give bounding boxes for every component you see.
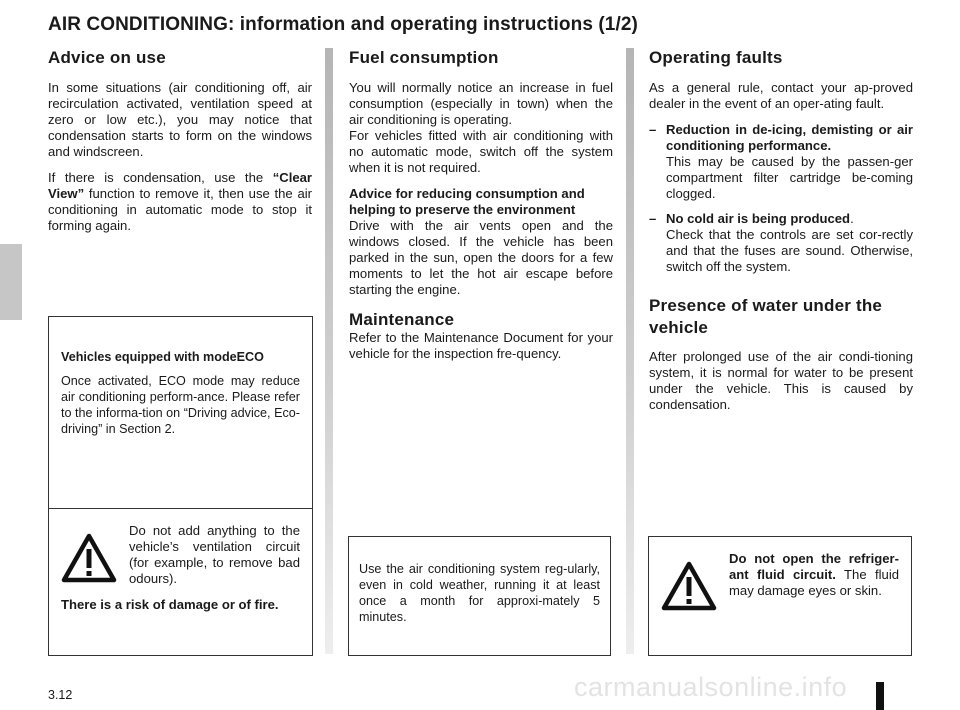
- eco-mode-box: [48, 316, 313, 509]
- clear-view-label: “Clear View”: [48, 170, 312, 201]
- refrigerant-warning-bold: Do not open the refriger-ant fluid circuit.: [729, 551, 899, 582]
- water-heading: Presence of water under the vehicle: [649, 296, 883, 337]
- column-fuel-consumption: [349, 48, 613, 372]
- advice-paragraph-2-end: function to remove it, then use the air conditioning in automatic mode to stop it forming again.: [48, 186, 312, 233]
- regular-use-box: [348, 536, 611, 656]
- refrigerant-warning-box: [648, 536, 912, 656]
- column-divider-2: [626, 48, 634, 654]
- advice-paragraph-1: In some situations (air conditioning off, air recirculation activated, ventilation speed at zero or low etc.), you may notice that condensation starts to form on the windows and windscreen.: [48, 80, 312, 159]
- advice-paragraph-2: [48, 170, 312, 234]
- column-divider-1: [325, 48, 333, 654]
- fuel-heading: Fuel consumption: [349, 48, 499, 67]
- fault-1-title: Reduction in de-icing, demisting or air conditioning performance.: [666, 122, 913, 153]
- warning-triangle-icon: [61, 533, 117, 583]
- column-advice-on-use: [48, 48, 312, 244]
- regular-use-text: Use the air conditioning system reg-ularly, even in cold weather, running it at least once a month for approxi-mately 5 minutes.: [359, 562, 600, 624]
- fuel-paragraph-2: For vehicles fitted with air conditioning with no automatic mode, switch off the system when it is not required.: [349, 128, 613, 175]
- section-side-tab: [0, 244, 22, 320]
- fault-2-title: No cold air is being produced: [666, 211, 851, 226]
- ventilation-warning-risk: There is a risk of damage or of fire.: [61, 597, 279, 612]
- fault-2-period: .: [850, 211, 854, 226]
- warning-triangle-icon: [661, 561, 717, 611]
- fault-1-text: This may be caused by the passen-ger compartment filter cartridge be-coming clogged.: [666, 154, 913, 201]
- fault-item-reduced-performance: [649, 122, 913, 202]
- maintenance-heading: Maintenance: [349, 310, 455, 329]
- fuel-paragraph-1: You will normally notice an increase in fuel consumption (especially in town) when the air conditioning is operating.: [349, 80, 613, 127]
- fault-2-dash: –: [649, 211, 657, 226]
- refrigerant-warning-text: [729, 551, 899, 599]
- ventilation-warning-text: Do not add anything to the vehicle’s ventilation circuit (for example, to remove bad odours).: [129, 523, 300, 586]
- ventilation-warning-row: [61, 523, 300, 587]
- advice-paragraph-2-start: If there is condensation, use the: [48, 170, 273, 185]
- consumption-advice-text: Drive with the air vents open and the windows closed. If the vehicle has been parked in the sun, open the doors for a few moments to let the hot air escape before starting the engine.: [349, 218, 613, 297]
- water-text: After prolonged use of the air condi-tioning system, it is normal for water to be present under the vehicle. This is caused by condensation.: [649, 349, 913, 412]
- column-operating-faults: [649, 48, 913, 423]
- refrigerant-warning-row: [661, 551, 899, 611]
- page-number: 3.12: [48, 688, 73, 702]
- fault-item-no-cold-air: [649, 211, 913, 275]
- eco-box-title: Vehicles equipped with modeECO: [61, 350, 264, 364]
- consumption-advice-heading: Advice for reducing consumption and helping to preserve the environment: [349, 186, 585, 217]
- eco-box-text: Once activated, ECO mode may reduce air conditioning perform-ance. Please refer to the informa-tion on “Driving advice, Eco-driving” in Section 2.: [61, 374, 300, 436]
- watermark: carmanualsonline.info: [574, 672, 848, 702]
- maintenance-text: Refer to the Maintenance Document for your vehicle for the inspection fre-quency.: [349, 330, 613, 361]
- advice-heading: Advice on use: [48, 48, 166, 67]
- fault-2-title-line: [666, 211, 913, 227]
- corner-mark: [876, 682, 884, 710]
- fault-2-text: Check that the controls are set cor-rectly and that the fuses are sound. Otherwise, switch off the system.: [666, 227, 913, 274]
- ventilation-warning-box: [48, 508, 313, 656]
- faults-heading: Operating faults: [649, 48, 783, 67]
- page-title: AIR CONDITIONING: information and operating instructions (1/2): [48, 14, 638, 35]
- refrigerant-warning-detail: The fluid may damage eyes or skin.: [729, 567, 900, 598]
- faults-intro: As a general rule, contact your ap-proved dealer in the event of an oper-ating fault.: [649, 80, 913, 111]
- fault-1-dash: –: [649, 122, 657, 137]
